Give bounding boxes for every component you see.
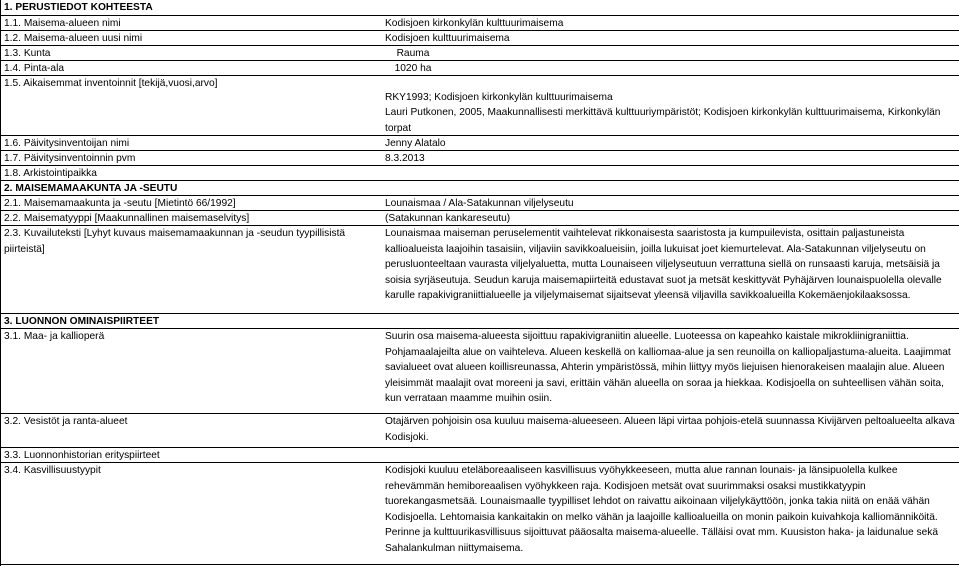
row-label: 3.3. Luonnonhistorian erityspiirteet (4, 450, 160, 461)
table-row (1, 76, 959, 136)
table-row (1, 448, 959, 463)
table-row (1, 314, 959, 329)
table-row (1, 31, 959, 46)
row-label: 1.8. Arkistointipaikka (4, 168, 97, 179)
row-label: 1.4. Pinta-ala (4, 63, 65, 74)
table-row (1, 16, 959, 31)
row-label: 3.2. Vesistöt ja ranta-alueet (4, 416, 128, 427)
section-heading: 2. MAISEMAMAAKUNTA JA -SEUTU (4, 183, 178, 194)
table-row (1, 0, 959, 16)
row-value: Kodisjoki kuuluu eteläboreaaliseen kasvillisuus vyöhykkeeseen, mutta alue rannan lounais- ja länsipuolella kulkee rehevämmän hemiboreaalisen vyöhykkeen raja. Kodisjoen metsät ovat suurimmaksi osaksi mustikkatyypin tuorekangasmetsää. Lounaismaalle tyypilliset lehdot on raivattu aikoinaan viljelykäyttöön, jonka takia niitä on enää vähän Kodisjoella. Lehtomaisia kankaitakin on melko vähän ja laajoille kallioalueilla on monin paikoin kuivahkoja kalliomänniköitä. Perinne ja kulttuurikasvillisuus sijoittuvat pääosalta maisema-alueelle. Tälläisi ovat mm. Kuusiston haka- ja laidunalue sekä Sahalankulman niittymaisema. (385, 465, 939, 554)
row-value: 8.3.2013 (385, 153, 425, 164)
table-row (1, 151, 959, 166)
row-value: RKY1993; Kodisjoen kirkonkylän kulttuurimaisema (385, 92, 613, 103)
row-label: 3.4. Kasvillisuustyypit (4, 465, 101, 476)
row-label: 2.2. Maisematyyppi [Maakunnallinen maisemaselvitys] (4, 213, 250, 224)
row-value: Kodisjoen kulttuurimaisema (385, 33, 510, 44)
row-label: 1.6. Päivitysinventoijan nimi (4, 138, 130, 149)
row-value: Suurin osa maisema-alueesta sijoittuu rapakivigraniitin alueelle. Luoteessa on kapeahko kaistale mikrokliinigraniittia. Pohjamaalajeilta alue on vaihteleva. Alueen keskellä on kalliomaa-alue ja sen reunoilla on kalliopaljastuma-alueita. Laajimmat savialueet ovat alueen koillisreunassa, Ahterin ympäristössä, mihin liittyy myös liejuisen hienorakeisen maalajin alue. Alueen yleisimmät maalajit ovat moreeni ja savi, erittäin vähän alueella on soraa ja hiekkaa. Kodisjoella on suhteellisen vähän soita, kun verrataan maamme muihin osiin. (385, 331, 951, 404)
table-row (1, 181, 959, 196)
row-value: Jenny Alatalo (385, 138, 446, 149)
section-heading: 1. PERUSTIEDOT KOHTEESTA (4, 2, 153, 13)
table-row (1, 166, 959, 181)
row-value: (Satakunnan kankareseutu) (385, 213, 511, 224)
row-value: Otajärven pohjoisin osa kuuluu maisema-alueeseen. Alueen läpi virtaa pohjois-etelä suunnassa Kivijärven peltoalueelta alkava Kodisjoki. (385, 416, 955, 443)
row-value: Rauma (396, 48, 430, 59)
row-value: Kodisjoen kirkonkylän kulttuurimaisema (385, 18, 564, 29)
row-value: Lauri Putkonen, 2005, Maakunnallisesti merkittävä kulttuuriympäristöt; Kodisjoen kirkonkylän kulttuurimaisema, Kirkonkylän torpat (385, 107, 941, 134)
table-row (1, 196, 959, 211)
row-value: 1020 ha (394, 63, 432, 74)
table-row (1, 463, 959, 565)
row-label: 2.3. Kuvailuteksti [Lyhyt kuvaus maisemamaakunnan ja -seudun tyypillisistä piirteistä] (4, 228, 346, 255)
row-label: 1.1. Maisema-alueen nimi (4, 18, 121, 29)
table-row (1, 211, 959, 226)
section-heading: 3. LUONNON OMINAISPIIRTEET (4, 316, 160, 327)
table-row (1, 61, 959, 76)
table-row (1, 46, 959, 61)
row-label: 1.2. Maisema-alueen uusi nimi (4, 33, 143, 44)
row-label: 3.1. Maa- ja kallioperä (4, 331, 105, 342)
row-label: 1.5. Aikaisemmat inventoinnit [tekijä,vuosi,arvo] (4, 78, 218, 89)
table-row (1, 136, 959, 151)
table-row (1, 414, 959, 448)
row-label: 1.7. Päivitysinventoinnin pvm (4, 153, 136, 164)
row-label: 1.3. Kunta (4, 48, 51, 59)
row-value: Lounaismaa / Ala-Satakunnan viljelyseutu (385, 198, 574, 209)
row-value: Lounaismaa maiseman peruselementit vaihtelevat rikkonaisesta saaristosta ja kumpuilevista, osittain paljastuneista kallioalueista laajoihin tasaisiin, viljaviin savikkoalueisiin, joilla lukuisat joet kiemurtelevat. Ala-Satakunnan viljelyseutu on perusluonteeltaan vaurasta viljelyaluetta, mutta Lounaiseen viljelyseutuun verrattuna siellä on runsaasti karuja, metsäisiä ja soisia syrjäseutuja. Seudun karuja maisemapiirteitä edustavat suot ja metsät keskittyvät Pyhäjärven lounaispuolella olevalle karulle rapakivigraniittialueelle ja viljelymaisemat sijaitsevat yleensä viljavilla savikkoalueilla Kokemäenjokilaaksossa. (385, 228, 942, 301)
row-label: 2.1. Maisemamaakunta ja -seutu [Mietintö 66/1992] (4, 198, 236, 209)
table-row (1, 226, 959, 314)
table-row (1, 329, 959, 414)
